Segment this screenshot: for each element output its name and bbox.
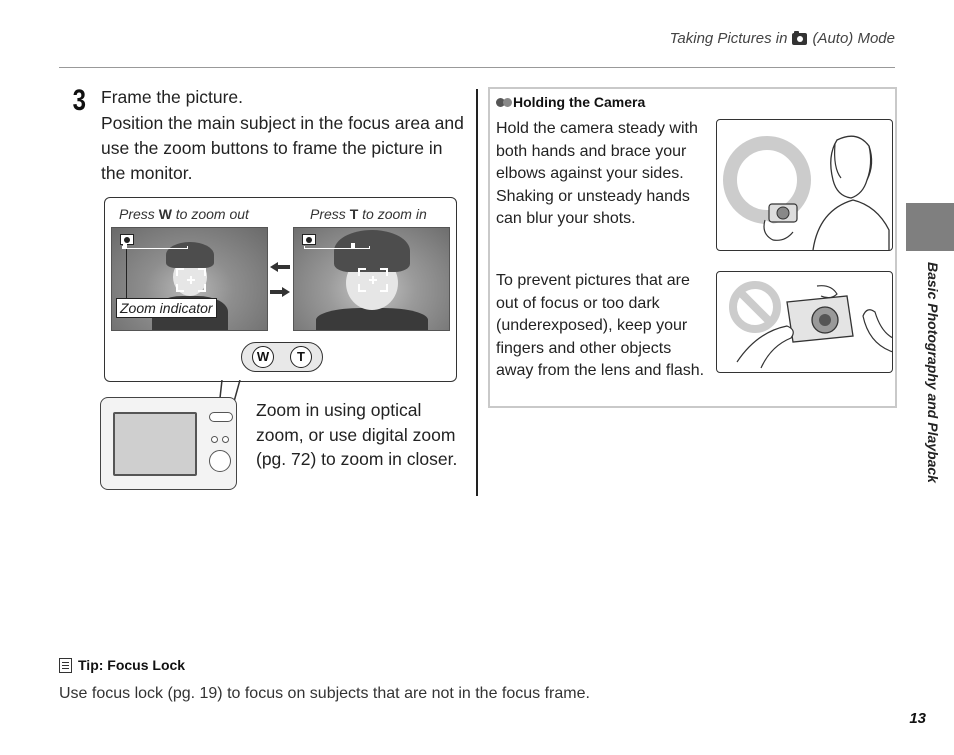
page-header [670, 30, 895, 47]
camera-button [222, 436, 229, 443]
step-number: 3 [72, 84, 87, 117]
zoom-rocker [241, 342, 323, 372]
focus-frame [176, 268, 206, 292]
header-title-suffix: (Auto) Mode [812, 30, 895, 47]
subject-hat [334, 230, 410, 272]
focus-lock-tip-title: Tip: Focus Lock [78, 657, 186, 673]
focus-lock-tip-body: Use focus lock (pg. 19) to focus on subjects that are not in the focus frame. [59, 685, 590, 702]
zoom-out-key: W [158, 206, 172, 222]
column-divider [476, 89, 478, 496]
arrow-right-icon [270, 287, 290, 297]
incorrect-holding-illustration [716, 271, 893, 373]
holding-camera-tip [488, 87, 897, 408]
no-sign-icon [717, 272, 893, 373]
w-button: W [252, 346, 274, 368]
step-body: Position the main subject in the focus area and use the zoom buttons to frame the picture in the monitor. [101, 113, 464, 183]
zoom-out-caption-suffix: to zoom out [175, 206, 249, 222]
header-rule [59, 67, 895, 68]
zoom-indicator-bar [122, 246, 188, 249]
header-title-prefix: Taking Pictures in [669, 30, 788, 47]
zoom-out-caption [119, 206, 249, 222]
zoom-out-caption-prefix: Press [119, 206, 155, 222]
tele-photo [293, 227, 450, 331]
tip-heading-text: Holding the Camera [513, 94, 646, 110]
tip-dots-icon [496, 98, 510, 107]
camera-selector-dial [209, 450, 231, 472]
camera-zoom-rocker [209, 412, 233, 422]
zoom-note: Zoom in using optical zoom, or use digital zoom (pg. 72) to zoom in closer. [256, 400, 458, 469]
chapter-tab-label: Basic Photography and Playback [925, 262, 941, 483]
tip-heading [496, 94, 645, 110]
arrow-left-icon [270, 262, 290, 272]
camera-back-illustration [100, 397, 237, 490]
memo-icon [59, 658, 72, 673]
zoom-illustration [104, 197, 457, 382]
camera-mode-icon [302, 234, 316, 245]
tip-paragraph-2: To prevent pictures that are out of focus or too dark (underexposed), keep your fingers and other objects away from the lens and flash. [496, 272, 705, 379]
focus-frame [358, 268, 388, 292]
camera-button [211, 436, 218, 443]
zoom-indicator-knob [351, 243, 355, 249]
zoom-indicator-label: Zoom indicator [116, 298, 217, 318]
correct-holding-illustration [716, 119, 893, 251]
ok-circle-icon [717, 120, 893, 251]
auto-mode-camera-icon [792, 33, 807, 45]
chapter-tab [906, 203, 954, 251]
subject-body [316, 308, 428, 331]
camera-lcd [113, 412, 197, 476]
zoom-indicator-bar [304, 246, 370, 249]
tip-paragraph-1: Hold the camera steady with both hands and brace your elbows against your sides. Shaking or unsteady hands can blur your shots. [496, 120, 698, 227]
zoom-in-caption-prefix: Press [310, 206, 346, 222]
focus-lock-tip-heading [59, 657, 185, 673]
page-number: 13 [909, 710, 926, 727]
zoom-in-key: T [349, 206, 359, 222]
zoom-in-caption-suffix: to zoom in [362, 206, 427, 222]
zoom-indicator-leader-line [126, 249, 127, 299]
step-title: Frame the picture. [101, 87, 243, 107]
t-button: T [290, 346, 312, 368]
zoom-in-caption [310, 206, 427, 222]
